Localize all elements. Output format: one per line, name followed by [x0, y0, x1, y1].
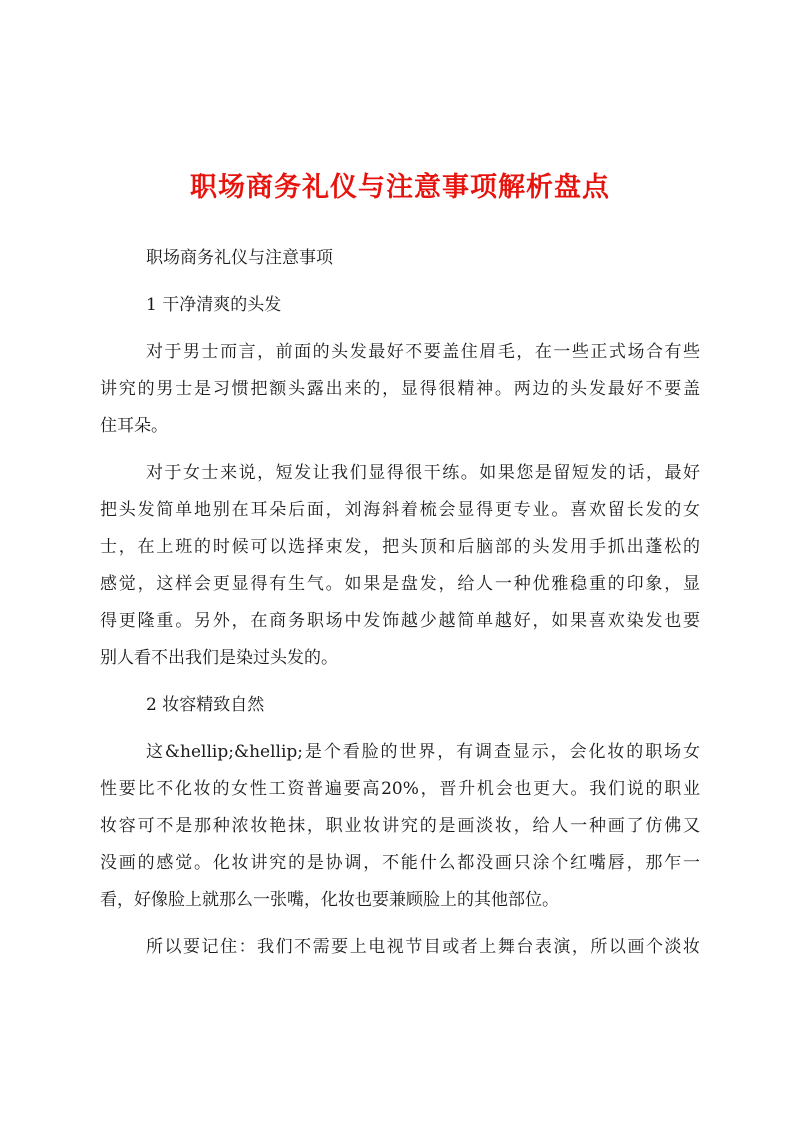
paragraph-line: 妆容可不是那种浓妆艳抹，职业妆讲究的是画淡妆，给人一种画了仿佛又	[100, 816, 700, 836]
paragraph-line: 所以要记住：我们不需要上电视节目或者上舞台表演，所以画个淡妆	[146, 937, 700, 957]
paragraph-line: 感觉，这样会更显得有生气。如果是盘发，给人一种优雅稳重的印象，显	[100, 574, 700, 594]
paragraph-line: 这&hellip;&hellip;是个看脸的世界，有调查显示，会化妆的职场女	[146, 742, 700, 762]
subtitle: 职场商务礼仪与注意事项	[146, 248, 333, 268]
paragraph-line: 住耳朵。	[100, 416, 168, 436]
section2-heading: 2 妆容精致自然	[146, 695, 265, 715]
paragraph-line: 看，好像脸上就那么一张嘴，化妆也要兼顾脸上的其他部位。	[100, 890, 559, 910]
paragraph-line: 对于女士来说，短发让我们显得很干练。如果您是留短发的话，最好	[146, 463, 700, 483]
paragraph-line: 性要比不化妆的女性工资普遍要高20%，晋升机会也更大。我们说的职业	[100, 779, 700, 799]
paragraph-line: 别人看不出我们是染过头发的。	[100, 648, 338, 668]
section1-paragraph-1	[100, 334, 700, 445]
document-title: 职场商务礼仪与注意事项解析盘点	[190, 172, 610, 203]
paragraph-line: 得更隆重。另外，在商务职场中发饰越少越简单越好，如果喜欢染发也要	[100, 611, 700, 631]
document-body	[100, 240, 700, 966]
paragraph-line: 没画的感觉。化妆讲究的是协调，不能什么都没画只涂个红嘴唇，那乍一	[100, 853, 700, 873]
paragraph-line: 士，在上班的时候可以选择束发，把头顶和后脑部的头发用手抓出蓬松的	[100, 537, 700, 557]
paragraph-line: 讲究的男士是习惯把额头露出来的，显得很精神。两边的头发最好不要盖	[100, 379, 700, 399]
section1-heading: 1 干净清爽的头发	[146, 295, 282, 315]
paragraph-line: 把头发简单地别在耳朵后面，刘海斜着梳会显得更专业。喜欢留长发的女	[100, 500, 700, 520]
paragraph-line: 对于男士而言，前面的头发最好不要盖住眉毛，在一些正式场合有些	[146, 342, 700, 362]
section1-paragraph-2	[100, 455, 700, 677]
section2-paragraph-2	[100, 929, 700, 966]
section2-paragraph-1	[100, 734, 700, 919]
